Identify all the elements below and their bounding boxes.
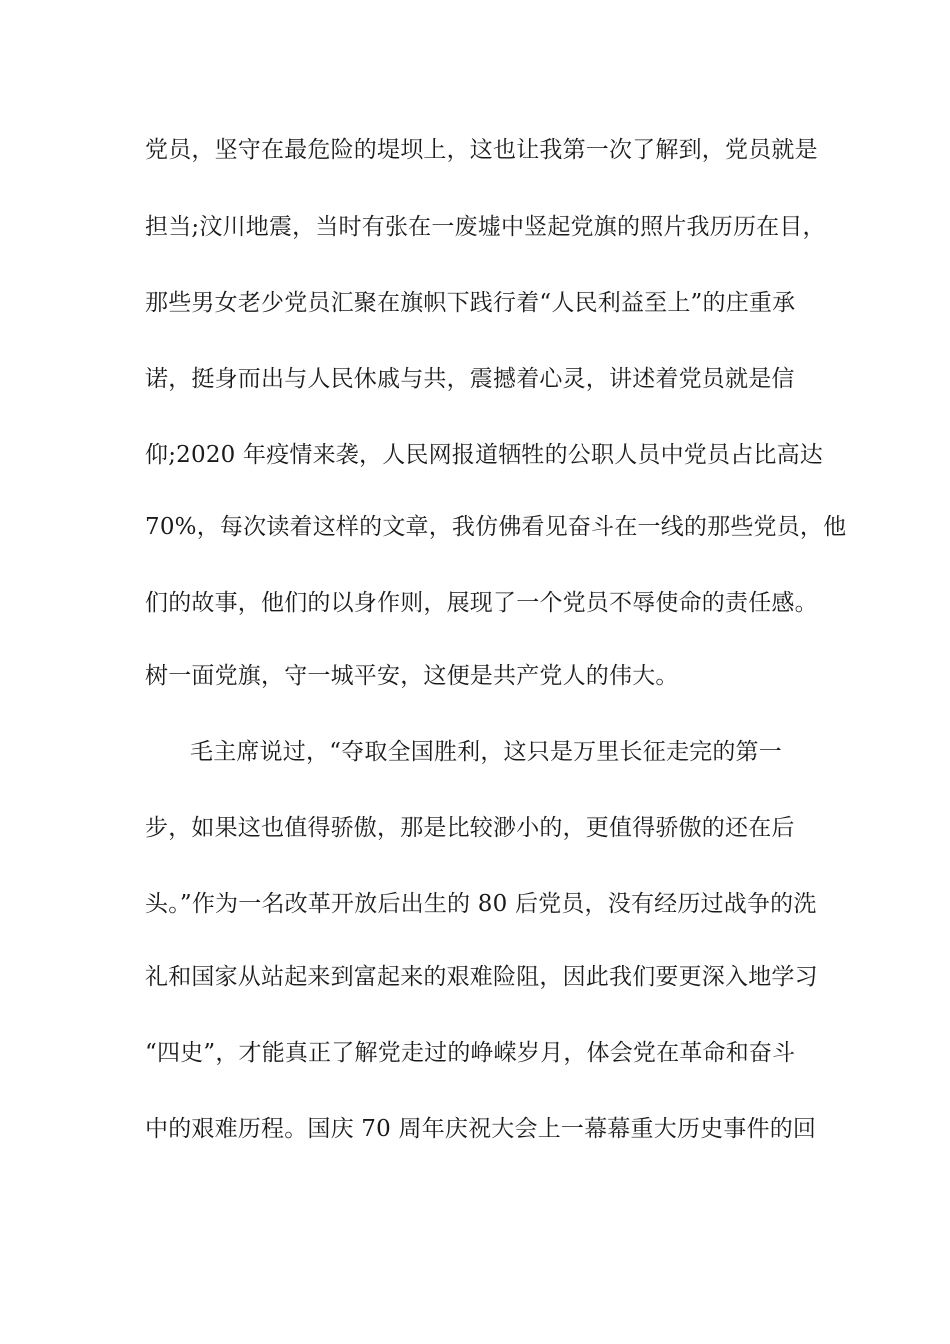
body-text-line: 70%，每次读着这样的文章，我仿佛看见奋斗在一线的那些党员，他 bbox=[145, 514, 847, 540]
body-text-line: “四史”，才能真正了解党走过的峥嵘岁月，体会党在革命和奋斗 bbox=[145, 1040, 796, 1066]
body-text-line: 那些男女老少党员汇聚在旗帜下践行着“人民利益至上”的庄重承 bbox=[145, 290, 796, 316]
paragraph-start-line: 毛主席说过，“夺取全国胜利，这只是万里长征走完的第一 bbox=[190, 739, 782, 765]
body-text-line: 们的故事，他们的以身作则，展现了一个党员不辱使命的责任感。 bbox=[145, 590, 818, 616]
body-text-line: 树一面党旗，守一城平安，这便是共产党人的伟大。 bbox=[145, 663, 679, 689]
body-text-line: 仰;2020 年疫情来袭，人民网报道牺牲的公职人员中党员占比高达 bbox=[145, 442, 823, 468]
body-text-line: 头。”作为一名改革开放后出生的 80 后党员，没有经历过战争的洗 bbox=[145, 891, 817, 917]
body-text-line: 党员，坚守在最危险的堤坝上，这也让我第一次了解到，党员就是 bbox=[145, 137, 818, 163]
body-text-line: 中的艰难历程。国庆 70 周年庆祝大会上一幕幕重大历史事件的回 bbox=[145, 1116, 817, 1142]
body-text-line: 礼和国家从站起来到富起来的艰难险阻，因此我们要更深入地学习 bbox=[145, 964, 818, 990]
body-text-line: 担当;汶川地震，当时有张在一废墟中竖起党旗的照片我历历在目， bbox=[145, 214, 826, 240]
body-text-line: 步，如果这也值得骄傲，那是比较渺小的，更值得骄傲的还在后 bbox=[145, 815, 795, 841]
body-text-line: 诺，挺身而出与人民休戚与共，震撼着心灵，讲述着党员就是信 bbox=[145, 366, 795, 392]
